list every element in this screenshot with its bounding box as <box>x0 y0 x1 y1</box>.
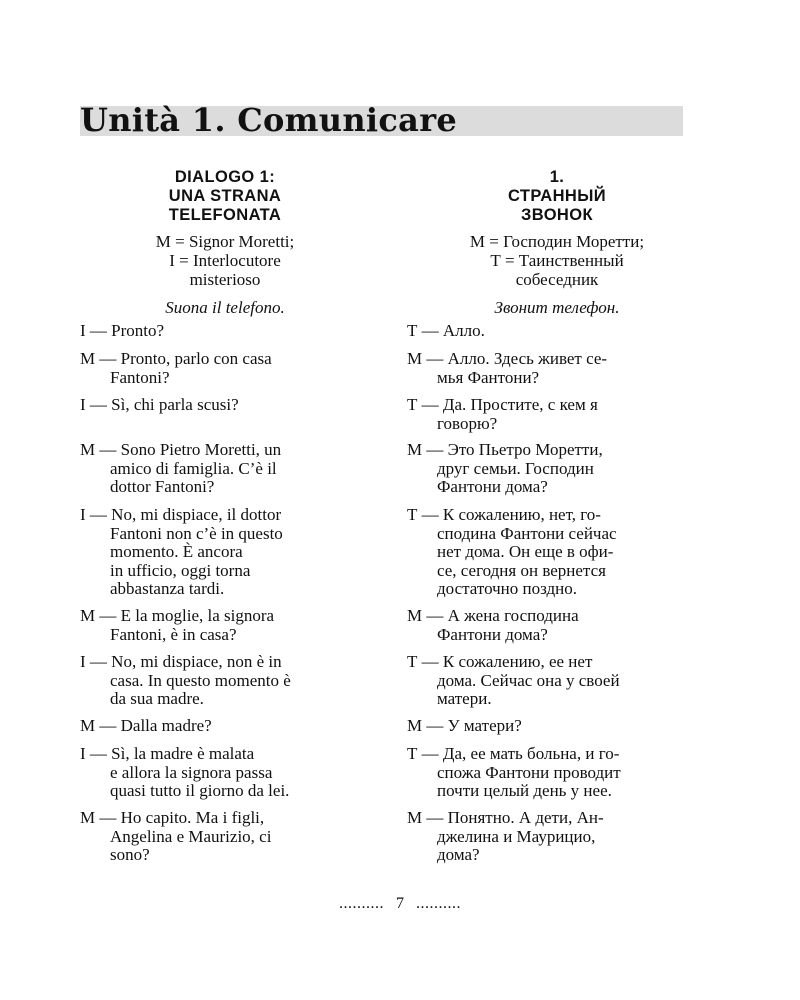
dialog-line-text: M — Ho capito. Ma i figli, <box>80 808 265 827</box>
dialog-line-text: М — Это Пьетро Моретти, <box>407 440 603 459</box>
dialog-line-text: Angelina e Maurizio, ci <box>110 826 272 846</box>
dialog-line-text: нет дома. Он еще в офи- <box>437 542 614 561</box>
dialog-line-text: почти целый день у нее. <box>437 781 612 800</box>
dialog-line-text: I — Sì, la madre è malata <box>80 744 255 763</box>
dialog-line-text: Т — Алло. <box>407 321 485 340</box>
dialog-line-russian <box>407 809 707 865</box>
dialog-line-italian <box>80 350 380 387</box>
italian-column <box>80 168 370 317</box>
russian-column <box>407 168 707 317</box>
dialog-line-text: I — No, mi dispiace, non è in <box>80 652 282 671</box>
dialog-line-text: М — Алло. Здесь живет се- <box>407 349 608 368</box>
page-number: 7 <box>396 895 404 912</box>
dialog-line-text: da sua madre. <box>110 689 204 708</box>
dialog-line-text: M — E la moglie, la signora <box>80 606 275 625</box>
dialog-line-russian <box>407 506 707 599</box>
leader-dots-left: .......... <box>339 895 384 912</box>
dialog-line-text: Фантони дома? <box>437 624 548 644</box>
dialog-title-line: СТРАННЫЙ <box>507 187 607 205</box>
dialog-line-italian <box>80 506 380 599</box>
dialog-line-text: М — А жена господина <box>407 606 579 625</box>
dialog-line-text: мья Фантони? <box>437 367 540 387</box>
dialog-line-text: Fantoni, è in casa? <box>110 624 237 644</box>
dialog-line-italian <box>80 653 380 709</box>
dialog-line-text: Т — Да, ее мать больна, и го- <box>407 744 620 763</box>
dialog-line-text: матери. <box>437 689 492 708</box>
dialog-line-text: abbastanza tardi. <box>110 579 225 598</box>
character-line: misterioso <box>189 270 261 289</box>
stage-direction-russian: Звонит телефон. <box>494 298 620 317</box>
dialog-line-text: I — Sì, chi parla scusi? <box>80 395 239 414</box>
dialog-line-italian <box>80 717 380 736</box>
dialog-line-text: сподина Фантони сейчас <box>437 523 617 543</box>
dialog-line-italian <box>80 441 380 497</box>
dialog-line-text: M — Dalla madre? <box>80 716 212 735</box>
dialog-line-text: e allora la signora passa <box>110 762 273 782</box>
page-footer <box>0 894 800 914</box>
dialog-line-text: I — No, mi dispiace, il dottor <box>80 505 282 524</box>
dialog-line-russian <box>407 745 707 801</box>
dialog-line-text: casa. In questo momento è <box>110 670 291 690</box>
dialog-title-line: UNA STRANA <box>168 187 282 205</box>
dialog-line-text: in ufficio, oggi torna <box>110 560 251 580</box>
dialog-line-text: говорю? <box>437 413 498 433</box>
dialog-line-text: дома? <box>437 845 480 864</box>
dialog-line-italian <box>80 745 380 801</box>
dialog-line-russian <box>407 350 707 387</box>
dialog-line-text: спожа Фантони проводит <box>437 762 621 782</box>
dialog-title-line: ЗВОНОК <box>521 206 593 224</box>
unit-title: Unità 1. Comunicare <box>80 101 458 139</box>
dialog-line-text: Т — Да. Простите, с кем я <box>407 395 598 414</box>
dialog-line-russian <box>407 653 707 709</box>
characters-russian <box>407 232 707 289</box>
character-line: М = Господин Моретти; <box>469 232 645 251</box>
dialog-line-text: dottor Fantoni? <box>110 477 215 496</box>
dialog-line-text: amico di famiglia. C’è il <box>110 458 277 478</box>
dialog-line-text: sono? <box>110 845 150 864</box>
dialog-line-text: друг семьи. Господин <box>437 458 594 478</box>
dialog-line-text: Т — К сожалению, ее нет <box>407 652 593 671</box>
dialog-line-text: се, сегодня он вернется <box>437 560 606 580</box>
dialog-line-text: Fantoni? <box>110 367 170 387</box>
dialog-line-text: М — Понятно. А дети, Ан- <box>407 808 604 827</box>
stage-direction-italian: Suona il telefono. <box>165 298 285 317</box>
dialog-line-text: quasi tutto il giorno da lei. <box>110 781 290 800</box>
dialog-line-text: I — Pronto? <box>80 321 165 340</box>
dialog-line-text: М — У матери? <box>407 716 522 735</box>
character-line: собеседник <box>515 270 599 289</box>
dialog-line-text: достаточно поздно. <box>437 579 578 598</box>
dialog-title-line: DIALOGO 1: <box>174 168 276 186</box>
character-line: I = Interlocutore <box>169 251 281 270</box>
dialog-line-italian <box>80 809 380 865</box>
dialog-line-text: Т — К сожалению, нет, го- <box>407 505 601 524</box>
dialog-line-russian <box>407 322 707 341</box>
dialog-line-text: Fantoni non c’è in questo <box>110 523 283 543</box>
character-line: M = Signor Moretti; <box>155 232 295 251</box>
dialog-line-text: M — Sono Pietro Moretti, un <box>80 440 282 459</box>
dialog-line-russian <box>407 717 707 736</box>
dialog-line-text: дома. Сейчас она у своей <box>437 670 620 690</box>
dialog-line-text: momento. È ancora <box>110 542 243 561</box>
dialog-line-text: M — Pronto, parlo con casa <box>80 349 272 368</box>
dialog-line-russian <box>407 396 707 433</box>
dialog-line-italian <box>80 607 380 644</box>
dialog-line-italian <box>80 396 380 415</box>
dialog-title-italian <box>80 168 370 225</box>
dialog-line-russian <box>407 607 707 644</box>
dialog-title-line: TELEFONATA <box>168 206 282 224</box>
dialog-title-line: 1. <box>549 168 565 186</box>
dialog-title-russian <box>407 168 707 225</box>
characters-italian <box>80 232 370 289</box>
dialog-line-text: джелина и Маурицио, <box>437 826 596 846</box>
dialog-line-text: Фантони дома? <box>437 477 548 496</box>
dialog-line-russian <box>407 441 707 497</box>
character-line: Т = Таинственный <box>490 251 624 270</box>
dialog-line-italian <box>80 322 380 341</box>
leader-dots-right: .......... <box>416 895 461 912</box>
